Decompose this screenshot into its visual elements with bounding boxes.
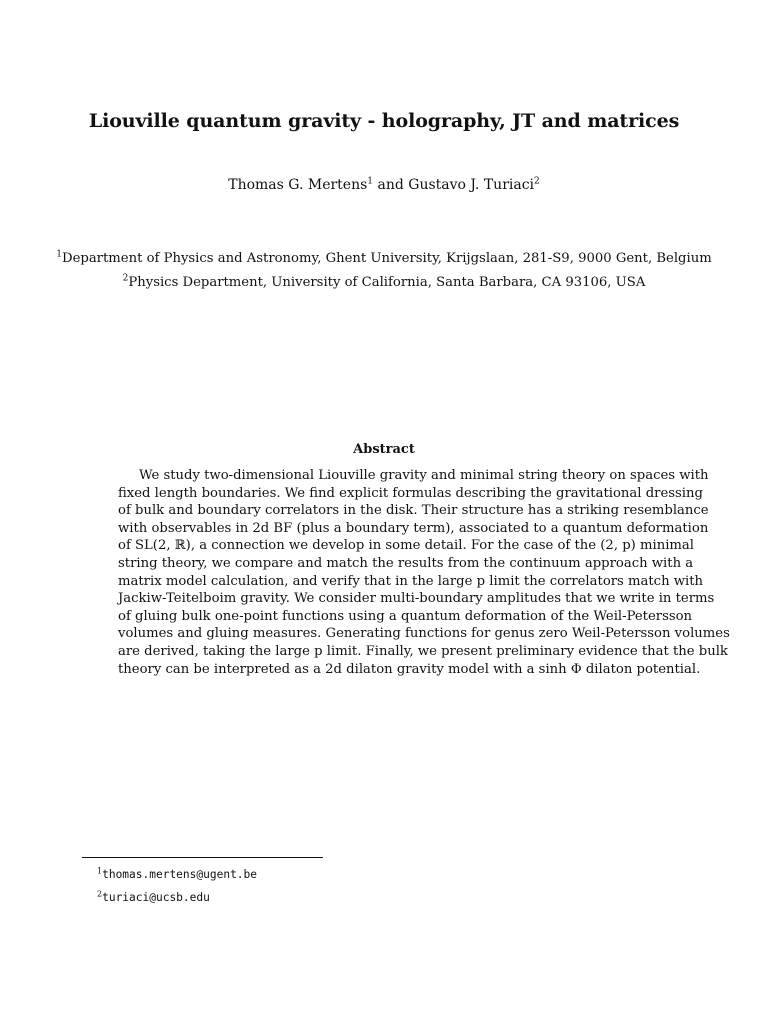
affiliation bbox=[0, 251, 768, 266]
abstract-heading: Abstract bbox=[353, 442, 415, 457]
abstract-line: of bulk and boundary correlators in the disk. Their structure has a striking resemblance bbox=[118, 503, 709, 519]
author-name: Gustavo J. Turiaci bbox=[408, 177, 535, 193]
author-name: Thomas G. Mertens bbox=[228, 177, 368, 193]
author-conjunction: and bbox=[377, 177, 404, 193]
author-list bbox=[0, 177, 768, 193]
affiliation-mark: 2 bbox=[122, 273, 129, 284]
abstract-line: Jackiw-Teitelboim gravity. We consider multi-boundary amplitudes that we write in terms bbox=[118, 591, 715, 607]
footnote bbox=[97, 868, 257, 881]
footnote-rule bbox=[82, 857, 323, 858]
abstract-line: of gluing bulk one-point functions using a quantum deformation of the Weil-Petersson bbox=[118, 608, 693, 624]
footnote-email[interactable]: turiaci@ucsb.edu bbox=[102, 891, 210, 904]
abstract-line: string theory, we compare and match the results from the continuum approach with a bbox=[118, 555, 694, 571]
affiliation bbox=[0, 275, 768, 290]
footnote-email[interactable]: thomas.mertens@ugent.be bbox=[102, 868, 258, 881]
affiliation-text: Physics Department, University of California, Santa Barbara, CA 93106, USA bbox=[128, 275, 646, 290]
abstract-line: with observables in 2d BF (plus a boundary term), associated to a quantum deformation bbox=[118, 520, 709, 536]
abstract-body bbox=[118, 467, 730, 678]
footnote-mark: 1 bbox=[97, 866, 103, 876]
abstract-line: volumes and gluing measures. Generating functions for genus zero Weil-Petersson volumes bbox=[118, 626, 730, 642]
abstract-line: We study two-dimensional Liouville gravity and minimal string theory on spaces with bbox=[139, 468, 709, 483]
paper-title: Liouville quantum gravity - holography, JT and matrices bbox=[88, 110, 680, 132]
affiliation-mark: 1 bbox=[367, 176, 374, 187]
abstract-line: fixed length boundaries. We find explicit formulas describing the gravitational dressing bbox=[118, 485, 703, 501]
abstract-line: theory can be interpreted as a 2d dilaton gravity model with a sinh Φ dilaton potential. bbox=[118, 661, 701, 677]
affiliation-mark: 2 bbox=[534, 176, 540, 187]
abstract-line: are derived, taking the large p limit. Finally, we present preliminary evidence that the bulk bbox=[118, 643, 728, 659]
footnote bbox=[97, 891, 210, 904]
affiliation-text: Department of Physics and Astronomy, Ghent University, Krijgslaan, 281-S9, 9000 Gent, Belgium bbox=[62, 251, 712, 266]
abstract-line: matrix model calculation, and verify that in the large p limit the correlators match with bbox=[118, 573, 704, 589]
footnote-mark: 2 bbox=[97, 889, 103, 899]
affiliation-mark: 1 bbox=[56, 249, 62, 260]
abstract-line: of SL(2, ℝ), a connection we develop in some detail. For the case of the (2, p) minimal bbox=[118, 538, 695, 554]
